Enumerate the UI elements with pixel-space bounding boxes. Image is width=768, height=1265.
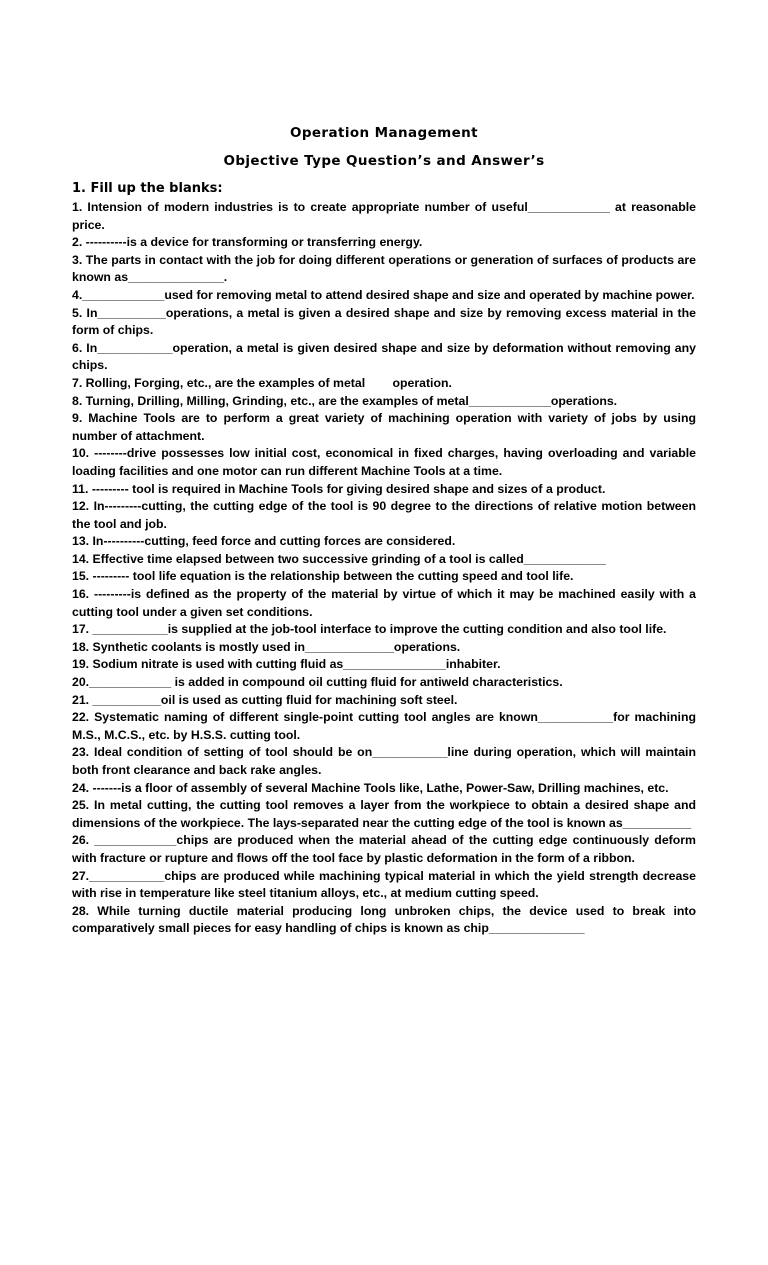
question-23: 23. Ideal condition of setting of tool should be on___________line during operation, which will maintain both front clearance and back rake angles.: [72, 745, 696, 777]
question-12: 12. In---------cutting, the cutting edge of the tool is 90 degree to the directions of relative motion between the tool and job.: [72, 499, 696, 531]
question-11: 11. --------- tool is required in Machine Tools for giving desired shape and sizes of a product.: [72, 481, 606, 496]
question-24: 24. -------is a floor of assembly of several Machine Tools like, Lathe, Power-Saw, Drilling machines, etc.: [72, 780, 669, 795]
question-14: 14. Effective time elapsed between two successive grinding of a tool is called____________: [72, 551, 606, 566]
question-7: 7. Rolling, Forging, etc., are the examples of metal operation.: [72, 375, 452, 390]
page-title: Operation Management: [289, 125, 479, 141]
question-2: 2. ----------is a device for transforming or transferring energy.: [72, 235, 423, 250]
question-28: 28. While turning ductile material producing long unbroken chips, the device used to break into comparatively small pieces for easy handling of chips is known as chip______________: [72, 903, 696, 936]
question-9: 9. Machine Tools are to perform a great variety of machining operation with variety of jobs by using number of attachment.: [72, 411, 696, 443]
question-4: 4.____________used for removing metal to attend desired shape and size and operated by machine power.: [72, 287, 695, 302]
question-list: [72, 199, 696, 938]
question-17: 17. ___________is supplied at the job-tool interface to improve the cutting condition and also tool life.: [72, 622, 667, 637]
question-3: 3. The parts in contact with the job for doing different operations or generation of surfaces of products are known as______________.: [72, 252, 696, 285]
question-19: 19. Sodium nitrate is used with cutting fluid as_______________inhabiter.: [72, 657, 501, 672]
section-heading: 1. Fill up the blanks:: [72, 181, 223, 196]
question-21: 21. __________oil is used as cutting fluid for machining soft steel.: [72, 692, 458, 707]
question-22: 22. Systematic naming of different single-point cutting tool angles are known___________for machining M.S., M.C.S., etc. by H.S.S. cutting tool.: [72, 710, 696, 742]
question-26: 26. ____________chips are produced when the material ahead of the cutting edge continuously deform with fracture or rupture and flows off the tool face by plastic deformation in the form of a ribbon.: [72, 833, 696, 865]
question-20: 20.____________ is added in compound oil cutting fluid for antiweld characteristics.: [72, 675, 563, 690]
question-25: 25. In metal cutting, the cutting tool removes a layer from the workpiece to obtain a desired shape and dimensions of the workpiece. The lays-separated near the cutting edge of the tool is known as__________: [72, 798, 696, 830]
question-13: 13. In----------cutting, feed force and cutting forces are considered.: [72, 534, 456, 549]
question-16: 16. ---------is defined as the property of the material by virtue of which it may be machined easily with a cutting tool under a given set conditions.: [72, 587, 696, 619]
page-subtitle: Objective Type Question’s and Answer’s: [223, 153, 545, 169]
question-27: 27.___________chips are produced while machining typical material in which the yield strength decrease with rise in temperature like steel titanium alloys, etc., at medium cutting speed.: [72, 868, 696, 901]
question-8: 8. Turning, Drilling, Milling, Grinding, etc., are the examples of metal____________operations.: [72, 393, 618, 408]
question-10: 10. --------drive possesses low initial cost, economical in fixed charges, having overloading and variable loading facilities and one motor can run different Machine Tools at a time.: [72, 446, 696, 478]
question-15: 15. --------- tool life equation is the relationship between the cutting speed and tool life.: [72, 569, 574, 584]
question-5: 5. In__________operations, a metal is given a desired shape and size by removing excess material in the form of chips.: [72, 305, 696, 338]
question-1: 1. Intension of modern industries is to create appropriate number of useful____________ at reasonable price.: [72, 200, 696, 232]
question-6: 6. In___________operation, a metal is given desired shape and size by deformation without removing any chips.: [72, 340, 696, 373]
question-18: 18. Synthetic coolants is mostly used in_____________operations.: [72, 639, 461, 654]
